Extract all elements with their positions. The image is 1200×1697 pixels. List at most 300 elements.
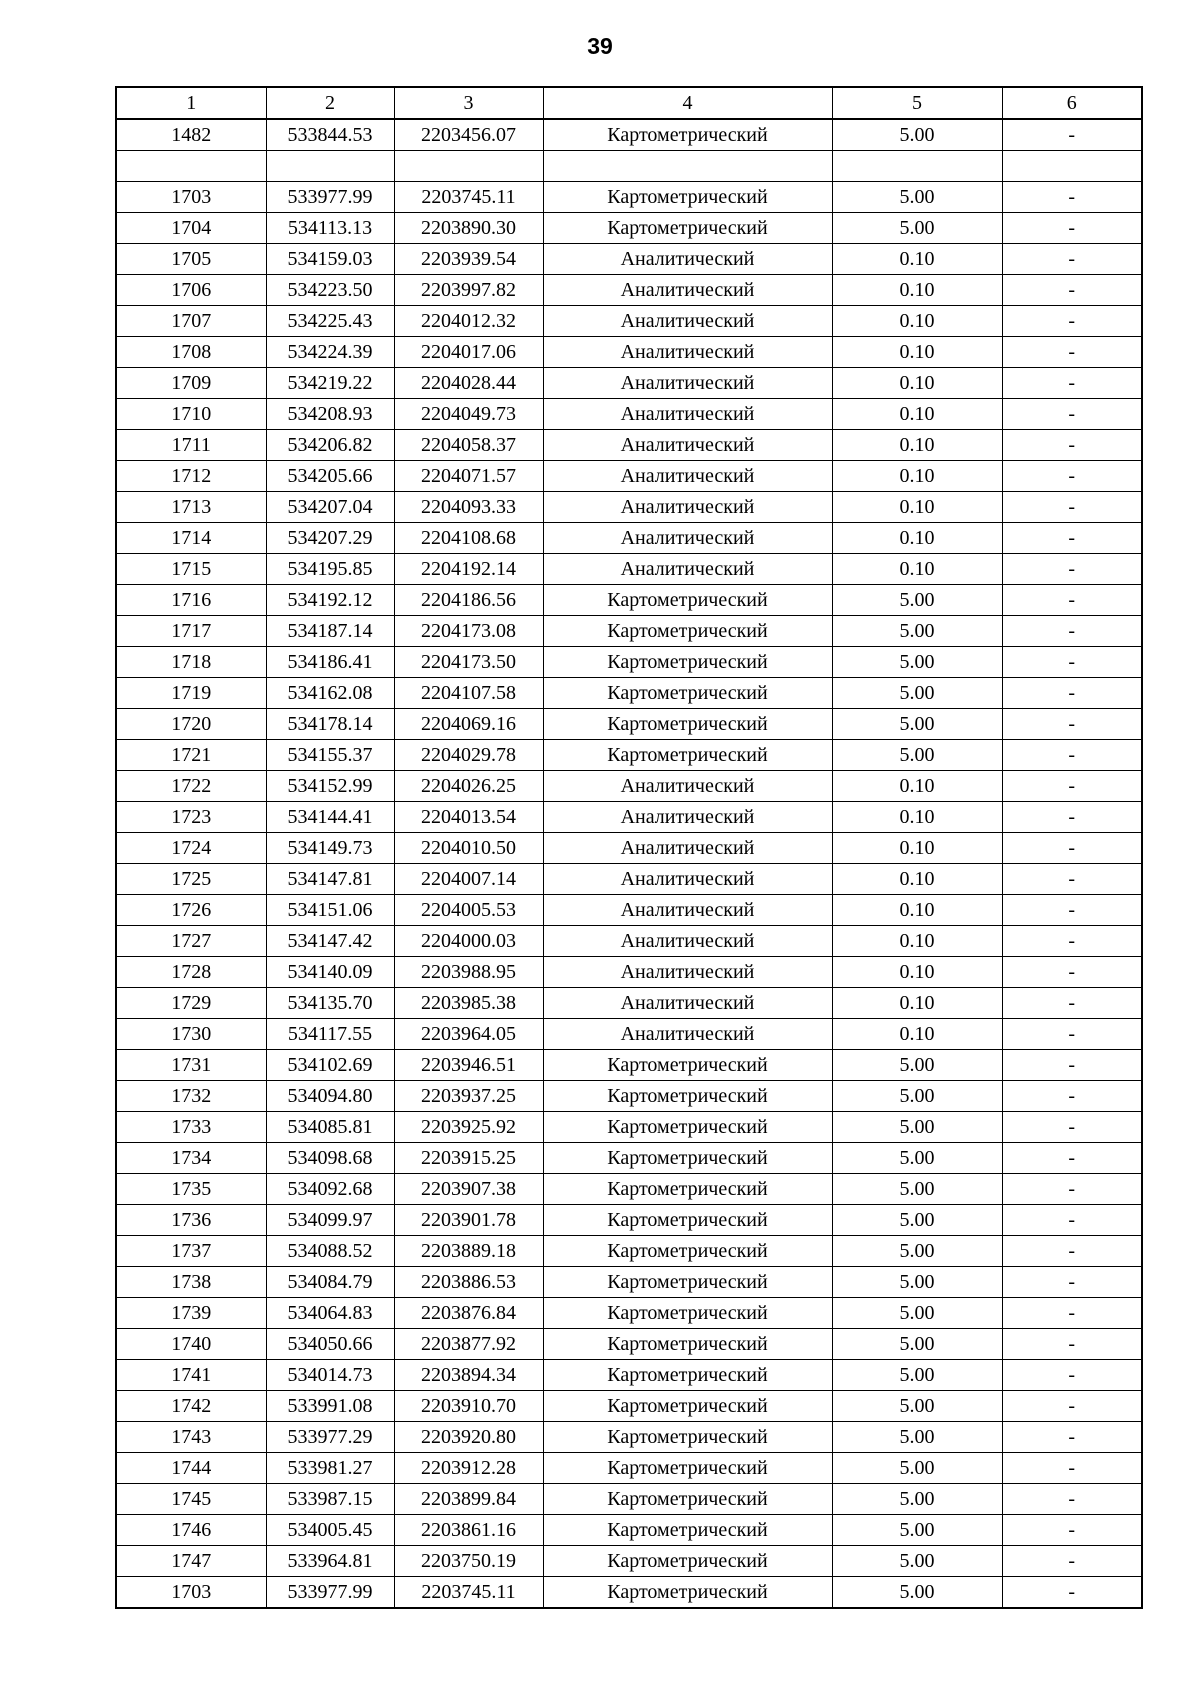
x-coordinate-cell: 534208.93 — [266, 399, 394, 430]
point-number-cell: 1740 — [116, 1329, 266, 1360]
point-number-cell: 1733 — [116, 1112, 266, 1143]
table-row — [116, 1019, 1142, 1050]
table-row — [116, 771, 1142, 802]
point-number-cell: 1712 — [116, 461, 266, 492]
method-cell: Картометрический — [543, 213, 832, 244]
description-cell: - — [1002, 461, 1142, 492]
description-cell: - — [1002, 895, 1142, 926]
method-cell: Картометрический — [543, 678, 832, 709]
y-coordinate-cell: 2204013.54 — [394, 802, 543, 833]
point-number-cell: 1722 — [116, 771, 266, 802]
method-cell: Аналитический — [543, 802, 832, 833]
description-cell: - — [1002, 802, 1142, 833]
table-row — [116, 1081, 1142, 1112]
y-coordinate-cell: 2203915.25 — [394, 1143, 543, 1174]
point-number-cell: 1741 — [116, 1360, 266, 1391]
table-row — [116, 1360, 1142, 1391]
y-coordinate-cell: 2204049.73 — [394, 399, 543, 430]
x-coordinate-cell: 533987.15 — [266, 1484, 394, 1515]
y-coordinate-cell: 2203946.51 — [394, 1050, 543, 1081]
point-number-cell: 1731 — [116, 1050, 266, 1081]
y-coordinate-cell: 2203937.25 — [394, 1081, 543, 1112]
x-coordinate-cell: 533977.29 — [266, 1422, 394, 1453]
point-number-cell: 1739 — [116, 1298, 266, 1329]
x-coordinate-cell: 534099.97 — [266, 1205, 394, 1236]
method-cell: Картометрический — [543, 647, 832, 678]
y-coordinate-cell: 2203910.70 — [394, 1391, 543, 1422]
y-coordinate-cell: 2203912.28 — [394, 1453, 543, 1484]
point-number-cell: 1709 — [116, 368, 266, 399]
accuracy-cell: 5.00 — [832, 585, 1002, 616]
table-row — [116, 1515, 1142, 1546]
description-cell: - — [1002, 368, 1142, 399]
y-coordinate-cell: 2203889.18 — [394, 1236, 543, 1267]
accuracy-cell: 0.10 — [832, 337, 1002, 368]
x-coordinate-cell: 534192.12 — [266, 585, 394, 616]
y-coordinate-cell — [394, 151, 543, 182]
method-cell: Картометрический — [543, 1267, 832, 1298]
point-number-cell: 1705 — [116, 244, 266, 275]
accuracy-cell: 0.10 — [832, 926, 1002, 957]
method-cell: Аналитический — [543, 399, 832, 430]
description-cell: - — [1002, 275, 1142, 306]
description-cell: - — [1002, 1112, 1142, 1143]
x-coordinate-cell: 534207.04 — [266, 492, 394, 523]
y-coordinate-cell: 2203745.11 — [394, 1577, 543, 1609]
table-row — [116, 1050, 1142, 1081]
y-coordinate-cell: 2204173.50 — [394, 647, 543, 678]
method-cell: Картометрический — [543, 1298, 832, 1329]
method-cell: Картометрический — [543, 1236, 832, 1267]
description-cell: - — [1002, 119, 1142, 151]
description-cell — [1002, 151, 1142, 182]
y-coordinate-cell: 2204192.14 — [394, 554, 543, 585]
y-coordinate-cell: 2203456.07 — [394, 119, 543, 151]
accuracy-cell: 0.10 — [832, 957, 1002, 988]
x-coordinate-cell: 534195.85 — [266, 554, 394, 585]
x-coordinate-cell: 534224.39 — [266, 337, 394, 368]
accuracy-cell: 5.00 — [832, 1360, 1002, 1391]
method-cell — [543, 151, 832, 182]
table-row — [116, 1143, 1142, 1174]
method-cell: Аналитический — [543, 771, 832, 802]
description-cell: - — [1002, 1484, 1142, 1515]
point-number-cell: 1711 — [116, 430, 266, 461]
description-cell: - — [1002, 771, 1142, 802]
y-coordinate-cell: 2204107.58 — [394, 678, 543, 709]
accuracy-cell: 0.10 — [832, 275, 1002, 306]
method-cell: Аналитический — [543, 957, 832, 988]
method-cell: Картометрический — [543, 616, 832, 647]
method-cell: Картометрический — [543, 182, 832, 213]
y-coordinate-cell: 2204010.50 — [394, 833, 543, 864]
table-row — [116, 988, 1142, 1019]
accuracy-cell: 0.10 — [832, 895, 1002, 926]
x-coordinate-cell: 534005.45 — [266, 1515, 394, 1546]
method-cell: Аналитический — [543, 368, 832, 399]
point-number-cell: 1727 — [116, 926, 266, 957]
method-cell: Картометрический — [543, 709, 832, 740]
y-coordinate-cell: 2204028.44 — [394, 368, 543, 399]
page-number: 39 — [587, 33, 613, 59]
x-coordinate-cell: 534050.66 — [266, 1329, 394, 1360]
accuracy-cell: 5.00 — [832, 213, 1002, 244]
description-cell: - — [1002, 1360, 1142, 1391]
description-cell: - — [1002, 399, 1142, 430]
point-number-cell: 1734 — [116, 1143, 266, 1174]
method-cell: Картометрический — [543, 1081, 832, 1112]
y-coordinate-cell: 2203861.16 — [394, 1515, 543, 1546]
x-coordinate-cell: 533964.81 — [266, 1546, 394, 1577]
x-coordinate-cell: 534064.83 — [266, 1298, 394, 1329]
accuracy-cell: 0.10 — [832, 461, 1002, 492]
method-cell: Картометрический — [543, 1143, 832, 1174]
table-row — [116, 151, 1142, 182]
y-coordinate-cell: 2203877.92 — [394, 1329, 543, 1360]
description-cell: - — [1002, 337, 1142, 368]
point-number-cell: 1703 — [116, 1577, 266, 1609]
method-cell: Аналитический — [543, 864, 832, 895]
y-coordinate-cell: 2204069.16 — [394, 709, 543, 740]
point-number-cell: 1719 — [116, 678, 266, 709]
y-coordinate-cell: 2203920.80 — [394, 1422, 543, 1453]
accuracy-cell: 5.00 — [832, 740, 1002, 771]
table-row — [116, 709, 1142, 740]
table-row — [116, 1422, 1142, 1453]
x-coordinate-cell: 534206.82 — [266, 430, 394, 461]
accuracy-cell: 5.00 — [832, 1081, 1002, 1112]
point-number-cell: 1726 — [116, 895, 266, 926]
y-coordinate-cell: 2204012.32 — [394, 306, 543, 337]
table-row — [116, 275, 1142, 306]
point-number-cell: 1713 — [116, 492, 266, 523]
description-cell: - — [1002, 957, 1142, 988]
method-cell: Картометрический — [543, 1422, 832, 1453]
description-cell: - — [1002, 616, 1142, 647]
accuracy-cell: 5.00 — [832, 1174, 1002, 1205]
y-coordinate-cell: 2204007.14 — [394, 864, 543, 895]
method-cell: Аналитический — [543, 275, 832, 306]
x-coordinate-cell: 534149.73 — [266, 833, 394, 864]
table-row — [116, 554, 1142, 585]
method-cell: Картометрический — [543, 119, 832, 151]
table-row — [116, 119, 1142, 151]
y-coordinate-cell: 2203750.19 — [394, 1546, 543, 1577]
x-coordinate-cell: 534140.09 — [266, 957, 394, 988]
table-row — [116, 492, 1142, 523]
accuracy-cell: 0.10 — [832, 306, 1002, 337]
accuracy-cell: 5.00 — [832, 1484, 1002, 1515]
x-coordinate-cell: 533991.08 — [266, 1391, 394, 1422]
description-cell: - — [1002, 833, 1142, 864]
table-row — [116, 430, 1142, 461]
accuracy-cell: 5.00 — [832, 1298, 1002, 1329]
accuracy-cell: 5.00 — [832, 1112, 1002, 1143]
method-cell: Картометрический — [543, 1515, 832, 1546]
accuracy-cell: 5.00 — [832, 1205, 1002, 1236]
description-cell: - — [1002, 1577, 1142, 1609]
description-cell: - — [1002, 1515, 1142, 1546]
description-cell: - — [1002, 1267, 1142, 1298]
table-row — [116, 1546, 1142, 1577]
method-cell: Аналитический — [543, 461, 832, 492]
accuracy-cell: 0.10 — [832, 988, 1002, 1019]
point-number-cell: 1732 — [116, 1081, 266, 1112]
y-coordinate-cell: 2203894.34 — [394, 1360, 543, 1391]
point-number-cell: 1716 — [116, 585, 266, 616]
method-cell: Картометрический — [543, 1360, 832, 1391]
point-number-cell: 1728 — [116, 957, 266, 988]
accuracy-cell: 0.10 — [832, 1019, 1002, 1050]
column-header-1: 1 — [116, 87, 266, 119]
description-cell: - — [1002, 864, 1142, 895]
method-cell: Аналитический — [543, 244, 832, 275]
point-number-cell — [116, 151, 266, 182]
description-cell: - — [1002, 182, 1142, 213]
accuracy-cell: 5.00 — [832, 709, 1002, 740]
table-row — [116, 678, 1142, 709]
x-coordinate-cell: 534144.41 — [266, 802, 394, 833]
method-cell: Картометрический — [543, 1174, 832, 1205]
point-number-cell: 1737 — [116, 1236, 266, 1267]
x-coordinate-cell: 534088.52 — [266, 1236, 394, 1267]
table-row — [116, 1174, 1142, 1205]
accuracy-cell: 0.10 — [832, 771, 1002, 802]
table-row — [116, 647, 1142, 678]
point-number-cell: 1706 — [116, 275, 266, 306]
y-coordinate-cell: 2204071.57 — [394, 461, 543, 492]
point-number-cell: 1735 — [116, 1174, 266, 1205]
column-header-5: 5 — [832, 87, 1002, 119]
point-number-cell: 1718 — [116, 647, 266, 678]
description-cell: - — [1002, 1329, 1142, 1360]
x-coordinate-cell: 534113.13 — [266, 213, 394, 244]
table-row — [116, 244, 1142, 275]
accuracy-cell: 0.10 — [832, 368, 1002, 399]
column-header-2: 2 — [266, 87, 394, 119]
table-row — [116, 1329, 1142, 1360]
x-coordinate-cell: 534102.69 — [266, 1050, 394, 1081]
point-number-cell: 1710 — [116, 399, 266, 430]
point-number-cell: 1729 — [116, 988, 266, 1019]
point-number-cell: 1745 — [116, 1484, 266, 1515]
point-number-cell: 1744 — [116, 1453, 266, 1484]
accuracy-cell: 5.00 — [832, 1453, 1002, 1484]
point-number-cell: 1482 — [116, 119, 266, 151]
method-cell: Картометрический — [543, 740, 832, 771]
point-number-cell: 1707 — [116, 306, 266, 337]
accuracy-cell: 5.00 — [832, 678, 1002, 709]
x-coordinate-cell: 534205.66 — [266, 461, 394, 492]
x-coordinate-cell: 534223.50 — [266, 275, 394, 306]
x-coordinate-cell: 534187.14 — [266, 616, 394, 647]
method-cell: Аналитический — [543, 337, 832, 368]
method-cell: Аналитический — [543, 988, 832, 1019]
accuracy-cell: 0.10 — [832, 864, 1002, 895]
point-number-cell: 1724 — [116, 833, 266, 864]
accuracy-cell: 0.10 — [832, 554, 1002, 585]
y-coordinate-cell: 2203939.54 — [394, 244, 543, 275]
description-cell: - — [1002, 306, 1142, 337]
x-coordinate-cell: 534098.68 — [266, 1143, 394, 1174]
point-number-cell: 1723 — [116, 802, 266, 833]
method-cell: Картометрический — [543, 1205, 832, 1236]
y-coordinate-cell: 2203985.38 — [394, 988, 543, 1019]
y-coordinate-cell: 2203876.84 — [394, 1298, 543, 1329]
point-number-cell: 1720 — [116, 709, 266, 740]
accuracy-cell: 0.10 — [832, 492, 1002, 523]
description-cell: - — [1002, 1174, 1142, 1205]
point-number-cell: 1736 — [116, 1205, 266, 1236]
y-coordinate-cell: 2204029.78 — [394, 740, 543, 771]
method-cell: Картометрический — [543, 1484, 832, 1515]
x-coordinate-cell: 534117.55 — [266, 1019, 394, 1050]
description-cell: - — [1002, 740, 1142, 771]
description-cell: - — [1002, 1050, 1142, 1081]
method-cell: Картометрический — [543, 1453, 832, 1484]
x-coordinate-cell: 534135.70 — [266, 988, 394, 1019]
x-coordinate-cell: 534085.81 — [266, 1112, 394, 1143]
method-cell: Картометрический — [543, 585, 832, 616]
method-cell: Аналитический — [543, 430, 832, 461]
accuracy-cell: 5.00 — [832, 647, 1002, 678]
table-row — [116, 957, 1142, 988]
x-coordinate-cell: 534084.79 — [266, 1267, 394, 1298]
y-coordinate-cell: 2204173.08 — [394, 616, 543, 647]
table-row — [116, 1391, 1142, 1422]
x-coordinate-cell: 533977.99 — [266, 182, 394, 213]
point-number-cell: 1725 — [116, 864, 266, 895]
accuracy-cell: 5.00 — [832, 119, 1002, 151]
method-cell: Аналитический — [543, 523, 832, 554]
accuracy-cell: 5.00 — [832, 1329, 1002, 1360]
x-coordinate-cell: 534178.14 — [266, 709, 394, 740]
accuracy-cell: 5.00 — [832, 1577, 1002, 1609]
method-cell: Картометрический — [543, 1577, 832, 1609]
table-row — [116, 1453, 1142, 1484]
method-cell: Аналитический — [543, 895, 832, 926]
description-cell: - — [1002, 1081, 1142, 1112]
description-cell: - — [1002, 213, 1142, 244]
x-coordinate-cell: 534219.22 — [266, 368, 394, 399]
table-row — [116, 1112, 1142, 1143]
x-coordinate-cell — [266, 151, 394, 182]
table-row — [116, 461, 1142, 492]
accuracy-cell: 5.00 — [832, 1422, 1002, 1453]
table-row — [116, 306, 1142, 337]
table-row — [116, 833, 1142, 864]
point-number-cell: 1708 — [116, 337, 266, 368]
method-cell: Картометрический — [543, 1112, 832, 1143]
accuracy-cell: 0.10 — [832, 399, 1002, 430]
accuracy-cell: 0.10 — [832, 244, 1002, 275]
table-row — [116, 802, 1142, 833]
description-cell: - — [1002, 988, 1142, 1019]
method-cell: Аналитический — [543, 833, 832, 864]
table-row — [116, 368, 1142, 399]
table-row — [116, 1236, 1142, 1267]
accuracy-cell: 5.00 — [832, 1267, 1002, 1298]
point-number-cell: 1717 — [116, 616, 266, 647]
table-row — [116, 895, 1142, 926]
x-coordinate-cell: 534186.41 — [266, 647, 394, 678]
accuracy-cell — [832, 151, 1002, 182]
description-cell: - — [1002, 1546, 1142, 1577]
accuracy-cell: 0.10 — [832, 833, 1002, 864]
point-number-cell: 1738 — [116, 1267, 266, 1298]
y-coordinate-cell: 2203997.82 — [394, 275, 543, 306]
x-coordinate-cell: 534207.29 — [266, 523, 394, 554]
point-number-cell: 1742 — [116, 1391, 266, 1422]
y-coordinate-cell: 2204017.06 — [394, 337, 543, 368]
x-coordinate-cell: 534162.08 — [266, 678, 394, 709]
x-coordinate-cell: 534147.42 — [266, 926, 394, 957]
y-coordinate-cell: 2204005.53 — [394, 895, 543, 926]
description-cell: - — [1002, 1143, 1142, 1174]
description-cell: - — [1002, 926, 1142, 957]
x-coordinate-cell: 533844.53 — [266, 119, 394, 151]
y-coordinate-cell: 2204108.68 — [394, 523, 543, 554]
y-coordinate-cell: 2203925.92 — [394, 1112, 543, 1143]
y-coordinate-cell: 2203964.05 — [394, 1019, 543, 1050]
method-cell: Картометрический — [543, 1391, 832, 1422]
description-cell: - — [1002, 1422, 1142, 1453]
accuracy-cell: 0.10 — [832, 430, 1002, 461]
method-cell: Аналитический — [543, 926, 832, 957]
description-cell: - — [1002, 1019, 1142, 1050]
table-row — [116, 1577, 1142, 1609]
column-header-3: 3 — [394, 87, 543, 119]
point-number-cell: 1746 — [116, 1515, 266, 1546]
accuracy-cell: 5.00 — [832, 1143, 1002, 1174]
y-coordinate-cell: 2203745.11 — [394, 182, 543, 213]
accuracy-cell: 5.00 — [832, 1236, 1002, 1267]
column-header-4: 4 — [543, 87, 832, 119]
accuracy-cell: 5.00 — [832, 182, 1002, 213]
accuracy-cell: 5.00 — [832, 1546, 1002, 1577]
x-coordinate-cell: 534152.99 — [266, 771, 394, 802]
table-row — [116, 182, 1142, 213]
table-row — [116, 616, 1142, 647]
table-row — [116, 1298, 1142, 1329]
point-number-cell: 1721 — [116, 740, 266, 771]
point-number-cell: 1747 — [116, 1546, 266, 1577]
x-coordinate-cell: 533981.27 — [266, 1453, 394, 1484]
method-cell: Картометрический — [543, 1546, 832, 1577]
description-cell: - — [1002, 1453, 1142, 1484]
description-cell: - — [1002, 492, 1142, 523]
point-number-cell: 1730 — [116, 1019, 266, 1050]
table-row — [116, 399, 1142, 430]
method-cell: Аналитический — [543, 492, 832, 523]
x-coordinate-cell: 534092.68 — [266, 1174, 394, 1205]
coordinates-table — [115, 86, 1143, 1609]
x-coordinate-cell: 534225.43 — [266, 306, 394, 337]
x-coordinate-cell: 534151.06 — [266, 895, 394, 926]
description-cell: - — [1002, 554, 1142, 585]
point-number-cell: 1703 — [116, 182, 266, 213]
accuracy-cell: 5.00 — [832, 1515, 1002, 1546]
column-header-6: 6 — [1002, 87, 1142, 119]
table-row — [116, 585, 1142, 616]
description-cell: - — [1002, 1205, 1142, 1236]
accuracy-cell: 5.00 — [832, 616, 1002, 647]
y-coordinate-cell: 2204000.03 — [394, 926, 543, 957]
method-cell: Аналитический — [543, 306, 832, 337]
y-coordinate-cell: 2203907.38 — [394, 1174, 543, 1205]
method-cell: Картометрический — [543, 1050, 832, 1081]
x-coordinate-cell: 533977.99 — [266, 1577, 394, 1609]
